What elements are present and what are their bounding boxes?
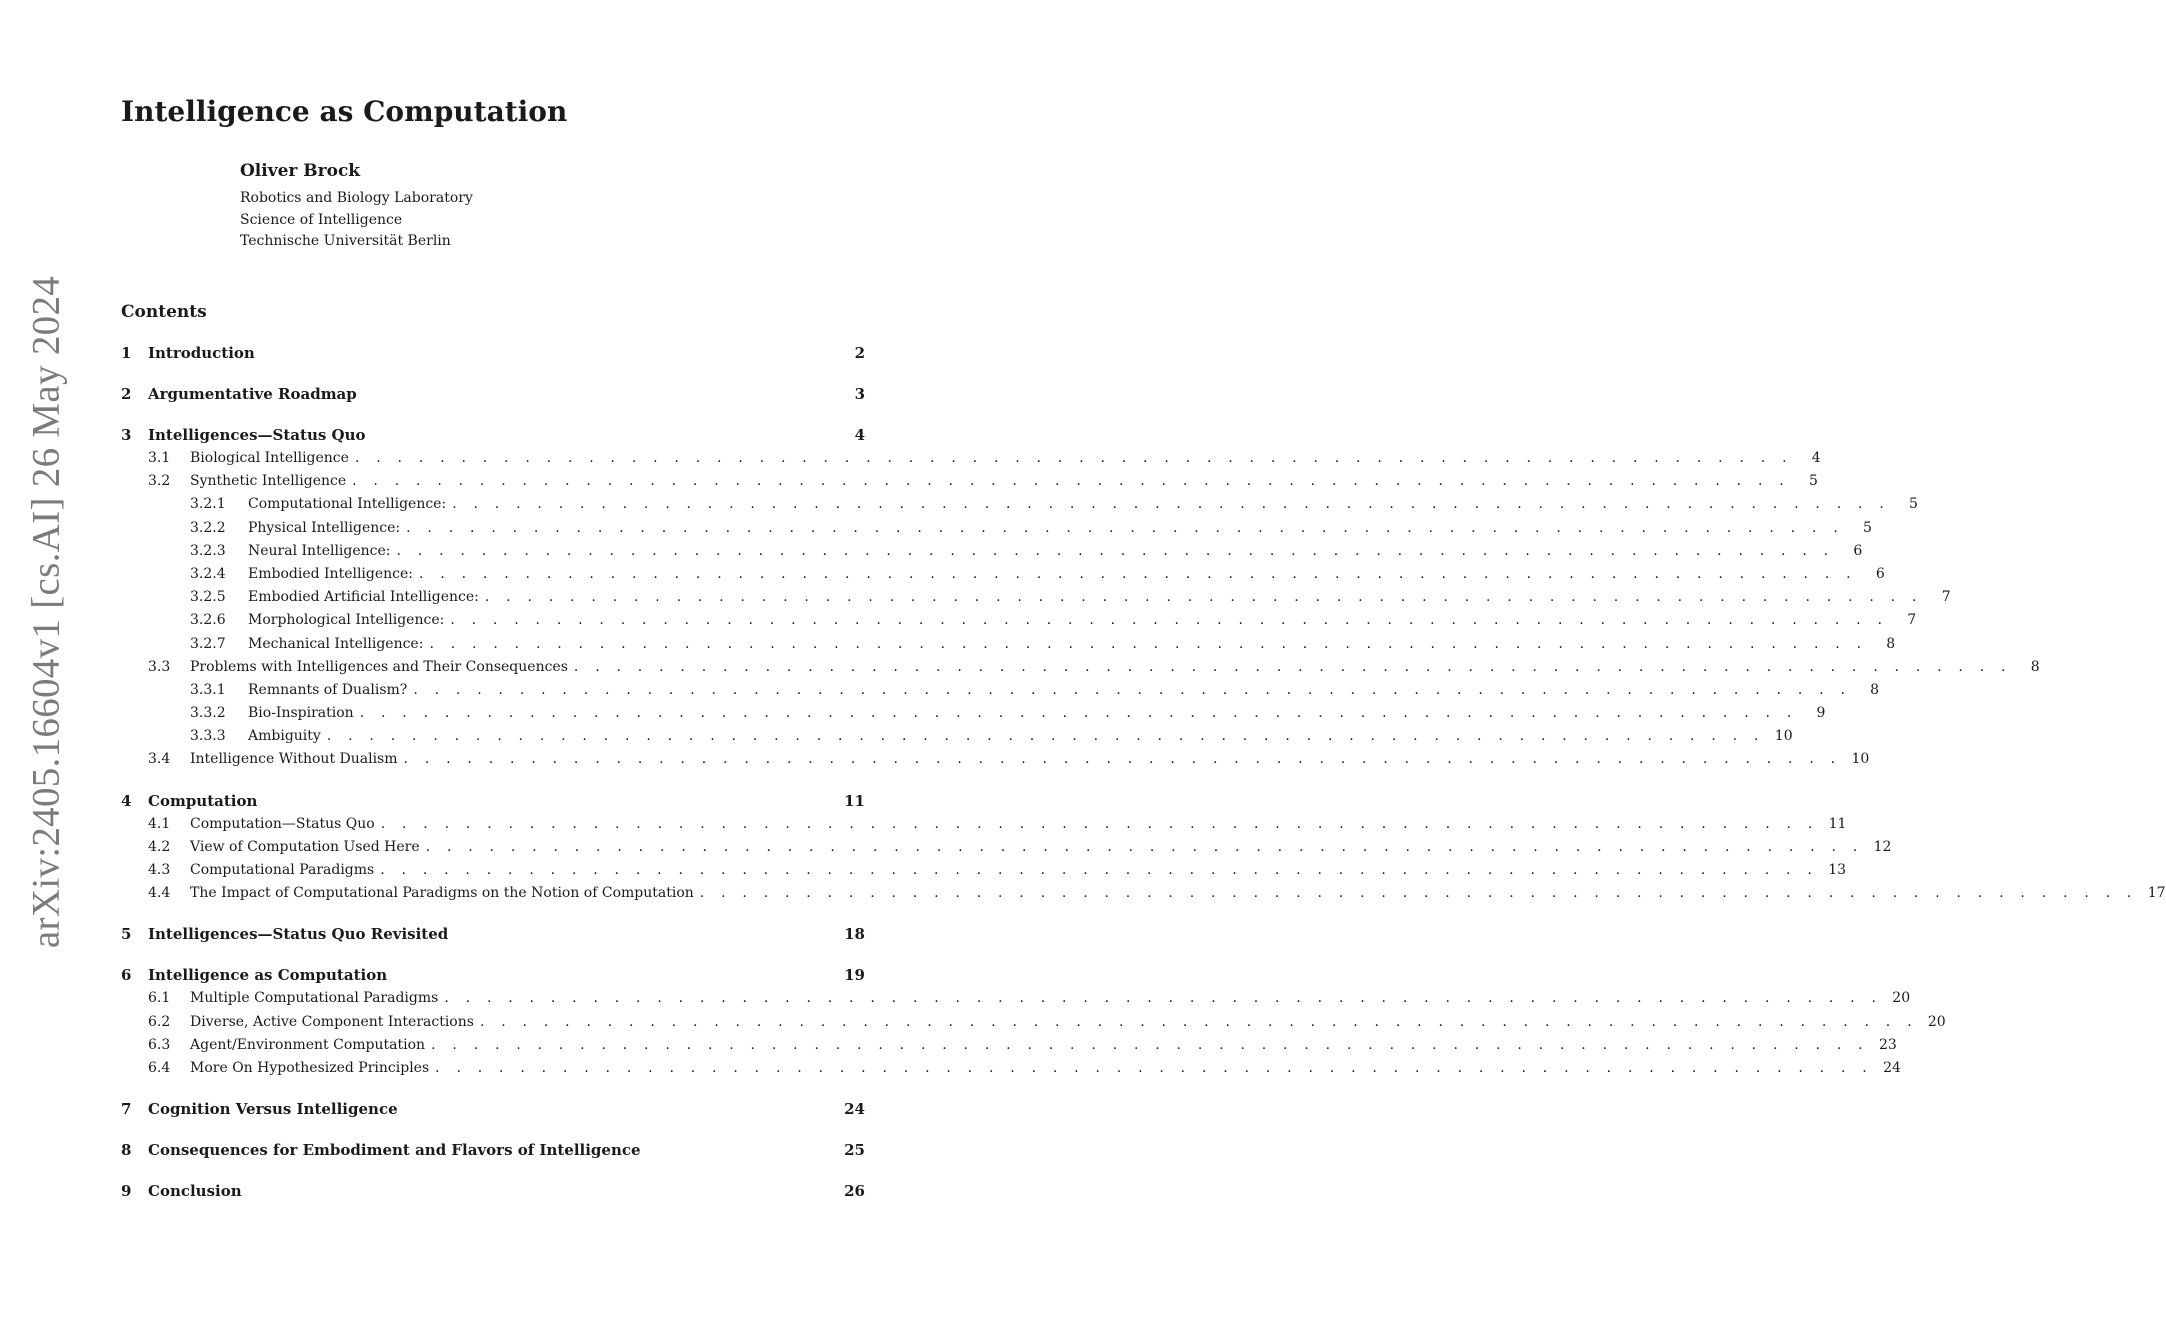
toc-section-entry[interactable]: [121, 383, 865, 406]
toc-page-number: 20: [1927, 1013, 1946, 1030]
toc-entry-number: 6.3: [148, 1036, 171, 1053]
toc-entry-title: Embodied Intelligence:: [248, 565, 414, 582]
toc-dot-leader: . . . . . . . . . . . . . . . . . . . . . . . . . . . . . . . . . . . . . . . . . . . . . . . . . . . . . . . . . . . . . . . . . . . .: [403, 751, 1842, 768]
toc-section-entry[interactable]: [121, 1139, 865, 1162]
toc-section-title: Cognition Versus Intelligence: [148, 1100, 398, 1119]
toc-entry-number: 3.2.5: [190, 589, 226, 606]
toc-page-number: 24: [844, 1100, 865, 1119]
toc-page-number: 17: [2147, 885, 2166, 902]
toc-entry-number: 3.2: [148, 473, 171, 490]
toc-subsection-entry[interactable]: [121, 836, 1892, 859]
toc-entry-number: 3.3.3: [190, 728, 226, 745]
toc-page-number: 6: [1853, 542, 1863, 559]
toc-entry-number: 3.3.1: [190, 681, 226, 698]
toc-page-number: 24: [1883, 1059, 1901, 1076]
arxiv-side-label: arXiv:2405.16604v1 [cs.AI] 26 May 2024: [24, 275, 68, 949]
toc-entry-number: 3.2.4: [190, 565, 226, 582]
toc-subsection-entry[interactable]: [121, 1011, 1946, 1034]
toc-section-entry[interactable]: [121, 1098, 865, 1121]
toc-dot-leader: . . . . . . . . . . . . . . . . . . . . . . . . . . . . . . . . . . . . . . . . . . . . . . . . . . . . . . . . . . . . . . . . . . . .: [573, 658, 2012, 675]
toc-entry-title: Intelligence Without Dualism: [190, 751, 398, 768]
toc-page-number: 20: [1892, 990, 1911, 1007]
author-block: [240, 160, 473, 253]
toc-entry-title: Mechanical Intelligence:: [248, 635, 424, 652]
toc-subsubsection-entry[interactable]: [121, 679, 1880, 702]
toc-section-title: Conclusion: [148, 1182, 242, 1201]
toc-dot-leader: . . . . . . . . . . . . . . . . . . . . . . . . . . . . . . . . . . . . . . . . . . . . . . . . . . . . . . . . . . . . . . . . . . . .: [352, 473, 1790, 490]
toc-section-entry[interactable]: [121, 923, 865, 946]
toc-page-number: 8: [1870, 681, 1880, 698]
toc-entry-number: 3.1: [148, 450, 171, 466]
toc-subsection-entry[interactable]: [121, 1057, 1901, 1080]
toc-entry-number: 4.3: [148, 862, 171, 878]
toc-page-number: 23: [1879, 1036, 1897, 1053]
toc-dot-leader: . . . . . . . . . . . . . . . . . . . . . . . . . . . . . . . . . . . . . . . . . . . . . . . . . . . . . . . . . . . . . . . . . . . .: [425, 838, 1864, 855]
toc-page-number: 19: [844, 966, 865, 985]
toc-section-entry[interactable]: [121, 342, 865, 365]
toc-dot-leader: . . . . . . . . . . . . . . . . . . . . . . . . . . . . . . . . . . . . . . . . . . . . . . . . . . . . . . . . . . . . . . . . . . . .: [484, 589, 1923, 606]
toc-subsubsection-entry[interactable]: [121, 725, 1793, 748]
toc-entry-title: The Impact of Computational Paradigms on the Notion of Computation: [190, 885, 694, 902]
toc-entry-number: 4.2: [148, 838, 171, 855]
paper-title: Intelligence as Computation: [121, 95, 568, 128]
toc-section-title: Argumentative Roadmap: [148, 385, 357, 403]
toc-dot-leader: . . . . . . . . . . . . . . . . . . . . . . . . . . . . . . . . . . . . . . . . . . . . . . . . . . . . . . . . . . . . . . . . . . . .: [380, 815, 1819, 832]
toc-entry-title: Synthetic Intelligence: [190, 473, 347, 490]
toc-entry-number: 3.4: [148, 751, 171, 768]
toc-subsection-entry[interactable]: [121, 470, 1818, 493]
toc-subsubsection-entry[interactable]: [121, 586, 1951, 609]
toc-page-number: 7: [1907, 612, 1917, 629]
toc-dot-leader: . . . . . . . . . . . . . . . . . . . . . . . . . . . . . . . . . . . . . . . . . . . . . . . . . . . . . . . . . . . . . . . . . . . .: [419, 565, 1857, 582]
toc-entries: [121, 342, 2166, 1203]
toc-entry-title: Morphological Intelligence:: [248, 612, 445, 629]
toc-section-number: 2: [121, 385, 132, 403]
toc-page-number: 5: [1808, 473, 1818, 490]
toc-section-title: Consequences for Embodiment and Flavors of Intelligence: [148, 1141, 641, 1160]
toc-entry-title: Computational Paradigms: [190, 862, 375, 878]
affiliation-line: Technische Universität Berlin: [240, 233, 451, 249]
toc-dot-leader: . . . . . . . . . . . . . . . . . . . . . . . . . . . . . . . . . . . . . . . . . . . . . . . . . . . . . . . . . . . . . . . . . . . .: [479, 1013, 1918, 1030]
toc-page-number: 11: [844, 791, 865, 810]
toc-page-number: 4: [1811, 450, 1821, 466]
toc-section-number: 6: [121, 966, 132, 985]
toc-entry-title: Biological Intelligence: [190, 450, 349, 466]
toc-page-number: 10: [1774, 728, 1793, 745]
toc-section-entry[interactable]: [121, 964, 865, 987]
toc-dot-leader: . . . . . . . . . . . . . . . . . . . . . . . . . . . . . . . . . . . . . . . . . . . . . . . . . . . . . . . . . . . . . . . . . . . .: [444, 990, 1883, 1007]
toc-section-title: Computation: [148, 791, 258, 810]
toc-dot-leader: . . . . . . . . . . . . . . . . . . . . . . . . . . . . . . . . . . . . . . . . . . . . . . . . . . . . . . . . . . . . . . . . . . . .: [431, 1036, 1869, 1053]
toc-section-title: Intelligence as Computation: [148, 966, 388, 985]
toc-subsubsection-entry[interactable]: [121, 540, 1863, 563]
toc-entry-number: 6.4: [148, 1059, 171, 1076]
toc-entry-number: 3.2.1: [190, 496, 226, 513]
toc-entry-number: 3.3: [148, 658, 171, 675]
toc-subsubsection-entry[interactable]: [121, 517, 1872, 540]
toc-page-number: 7: [1941, 589, 1951, 606]
toc-section-title: Intelligences—Status Quo: [148, 426, 366, 444]
toc-dot-leader: . . . . . . . . . . . . . . . . . . . . . . . . . . . . . . . . . . . . . . . . . . . . . . . . . . . . . . . . . . . . . . . . . . . .: [450, 612, 1889, 629]
toc-entry-title: Neural Intelligence:: [248, 542, 391, 559]
toc-subsubsection-entry[interactable]: [121, 702, 1826, 725]
toc-entry-title: Ambiguity: [248, 728, 321, 745]
contents-heading: Contents: [121, 302, 207, 322]
toc-page-number: 8: [1886, 635, 1896, 652]
toc-subsection-entry[interactable]: [121, 656, 2040, 679]
toc-entry-title: Computational Intelligence:: [248, 496, 447, 513]
toc-entry-number: 6.2: [148, 1013, 171, 1030]
toc-dot-leader: . . . . . . . . . . . . . . . . . . . . . . . . . . . . . . . . . . . . . . . . . . . . . . . . . . . . . . . . . . . . . . . . . . . .: [435, 1059, 1873, 1076]
toc-entry-title: Agent/Environment Computation: [190, 1036, 426, 1053]
toc-entry-number: 4.1: [148, 815, 171, 832]
toc-entry-title: Computation—Status Quo: [190, 815, 375, 832]
toc-subsection-entry[interactable]: [121, 447, 1821, 470]
toc-page-number: 12: [1873, 838, 1892, 855]
toc-entry-title: Bio-Inspiration: [248, 705, 354, 722]
toc-entry-title: View of Computation Used Here: [190, 838, 420, 855]
toc-dot-leader: . . . . . . . . . . . . . . . . . . . . . . . . . . . . . . . . . . . . . . . . . . . . . . . . . . . . . . . . . . . . . . . . . . . .: [359, 705, 1798, 722]
toc-section-number: 8: [121, 1141, 132, 1160]
toc-entry-number: 6.1: [148, 990, 171, 1007]
toc-page-number: 26: [844, 1182, 865, 1201]
toc-subsection-entry[interactable]: [121, 748, 1870, 771]
toc-page-number: 4: [854, 426, 865, 444]
affiliation-line: Robotics and Biology Laboratory: [240, 190, 473, 206]
toc-page-number: 2: [854, 344, 865, 362]
toc-entry-title: Multiple Computational Paradigms: [190, 990, 439, 1007]
toc-subsection-entry[interactable]: [121, 813, 1847, 836]
toc-subsubsection-entry[interactable]: [121, 563, 1885, 586]
toc-page-number: 5: [1862, 519, 1872, 536]
toc-page-number: 25: [844, 1141, 865, 1160]
toc-entry-number: 4.4: [148, 885, 171, 902]
toc-page-number: 10: [1851, 751, 1870, 768]
toc-page-number: 18: [844, 925, 865, 944]
toc-page-number: 9: [1816, 705, 1826, 722]
toc-section-entry[interactable]: [121, 1180, 865, 1203]
toc-entry-title: Problems with Intelligences and Their Consequences: [190, 658, 568, 675]
toc-dot-leader: . . . . . . . . . . . . . . . . . . . . . . . . . . . . . . . . . . . . . . . . . . . . . . . . . . . . . . . . . . . . . . . . . . . .: [380, 862, 1819, 878]
toc-dot-leader: . . . . . . . . . . . . . . . . . . . . . . . . . . . . . . . . . . . . . . . . . . . . . . . . . . . . . . . . . . . . . . . . . . . .: [406, 519, 1844, 536]
toc-section-number: 3: [121, 426, 132, 444]
toc-dot-leader: . . . . . . . . . . . . . . . . . . . . . . . . . . . . . . . . . . . . . . . . . . . . . . . . . . . . . . . . . . . . . . . . . . . .: [326, 728, 1765, 745]
table-of-contents: [121, 300, 2166, 1203]
toc-page-number: 11: [1828, 815, 1847, 832]
toc-entry-number: 3.2.3: [190, 542, 226, 559]
toc-dot-leader: . . . . . . . . . . . . . . . . . . . . . . . . . . . . . . . . . . . . . . . . . . . . . . . . . . . . . . . . . . . . . . . . . . . .: [452, 496, 1890, 513]
toc-subsection-entry[interactable]: [121, 882, 2166, 905]
toc-entry-number: 3.3.2: [190, 705, 226, 722]
toc-page-number: 13: [1828, 862, 1847, 878]
toc-entry-title: Physical Intelligence:: [248, 519, 401, 536]
toc-section-entry[interactable]: [121, 790, 865, 813]
toc-subsection-entry[interactable]: [121, 859, 1847, 882]
toc-section-title: Introduction: [148, 344, 255, 362]
toc-dot-leader: . . . . . . . . . . . . . . . . . . . . . . . . . . . . . . . . . . . . . . . . . . . . . . . . . . . . . . . . . . . . . . . . . . . .: [429, 635, 1868, 652]
toc-dot-leader: . . . . . . . . . . . . . . . . . . . . . . . . . . . . . . . . . . . . . . . . . . . . . . . . . . . . . . . . . . . . . . . . . . . .: [413, 681, 1852, 698]
toc-section-number: 4: [121, 791, 132, 810]
toc-entry-number: 3.2.7: [190, 635, 226, 652]
toc-section-number: 5: [121, 925, 132, 944]
toc-entry-title: Embodied Artificial Intelligence:: [248, 589, 479, 606]
toc-dot-leader: . . . . . . . . . . . . . . . . . . . . . . . . . . . . . . . . . . . . . . . . . . . . . . . . . . . . . . . . . . . . . . . . . . . .: [699, 885, 2138, 902]
toc-subsection-entry[interactable]: [121, 987, 1911, 1010]
toc-section-number: 1: [121, 344, 132, 362]
toc-subsubsection-entry[interactable]: [121, 633, 1896, 656]
toc-subsubsection-entry[interactable]: [121, 609, 1917, 632]
toc-section-entry[interactable]: [121, 424, 865, 447]
toc-page-number: 6: [1875, 565, 1885, 582]
toc-entry-number: 3.2.6: [190, 612, 226, 629]
affiliation-line: Science of Intelligence: [240, 211, 403, 228]
toc-entry-title: More On Hypothesized Principles: [190, 1059, 430, 1076]
author-name: Oliver Brock: [240, 161, 361, 181]
toc-section-title: Intelligences—Status Quo Revisited: [148, 925, 449, 944]
toc-page-number: 5: [1909, 496, 1918, 513]
toc-section-number: 9: [121, 1182, 132, 1201]
toc-page-number: 8: [2030, 658, 2040, 675]
toc-page-number: 3: [854, 385, 865, 403]
toc-dot-leader: . . . . . . . . . . . . . . . . . . . . . . . . . . . . . . . . . . . . . . . . . . . . . . . . . . . . . . . . . . . . . . . . . . . .: [354, 450, 1793, 466]
toc-entry-title: Remnants of Dualism?: [248, 681, 408, 698]
toc-entry-number: 3.2.2: [190, 519, 226, 536]
toc-subsection-entry[interactable]: [121, 1034, 1897, 1057]
toc-dot-leader: . . . . . . . . . . . . . . . . . . . . . . . . . . . . . . . . . . . . . . . . . . . . . . . . . . . . . . . . . . . . . . . . . . . .: [396, 542, 1835, 559]
toc-section-number: 7: [121, 1100, 132, 1119]
toc-subsubsection-entry[interactable]: [121, 493, 1918, 516]
toc-entry-title: Diverse, Active Component Interactions: [190, 1013, 474, 1030]
